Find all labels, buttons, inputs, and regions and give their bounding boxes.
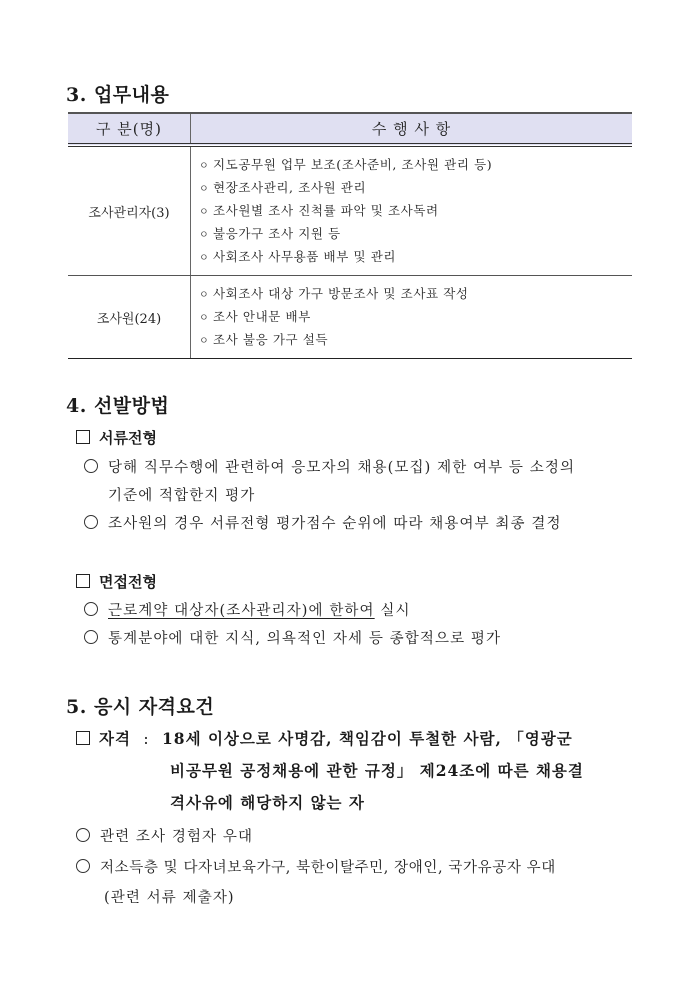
interview-item: 통계분야에 대한 지식, 의욕적인 자세 등 종합적으로 평가: [84, 627, 501, 648]
section-3-title: 3. 업무내용: [66, 84, 170, 106]
bullet-icon: ㅇ: [199, 161, 210, 172]
duty-item: ㅇ 조사원별 조사 진척률 파악 및 조사독려: [199, 199, 632, 222]
preference-item: 저소득층 및 다자녀보육가구, 북한이탈주민, 장애인, 국가유공자 우대: [76, 856, 556, 877]
bullet-icon: ㅇ: [199, 253, 210, 264]
square-bullet-icon: [76, 574, 90, 588]
table-row: [68, 276, 632, 359]
role-cell: 조사원(24): [68, 276, 191, 359]
interview-heading: 면접전형: [76, 571, 157, 592]
underlined-text: 근로계약 대상자(조사관리자)에 한하여: [108, 603, 375, 619]
duty-item: ㅇ 지도공무원 업무 보조(조사준비, 조사원 관리 등): [199, 153, 632, 176]
preference-item: 관련 조사 경험자 우대: [76, 825, 253, 846]
bullet-icon: ㅇ: [199, 290, 210, 301]
role-cell: 조사관리자(3): [68, 145, 191, 276]
section-5-title: 5. 응시 자격요건: [66, 696, 215, 718]
circle-bullet-icon: [76, 859, 90, 873]
duty-item: ㅇ 사회조사 대상 가구 방문조사 및 조사표 작성: [199, 282, 632, 305]
square-bullet-icon: [76, 731, 90, 745]
bullet-icon: ㅇ: [199, 336, 210, 347]
qualification-line-cont: 격사유에 해당하지 않는 자: [170, 793, 365, 812]
screening-item: 당해 직무수행에 관련하여 응모자의 채용(모집) 제한 여부 등 소정의: [84, 456, 575, 477]
duty-table: [68, 112, 632, 359]
table-row: [68, 145, 632, 276]
square-bullet-icon: [76, 430, 90, 444]
preference-item-cont: (관련 서류 제출자): [104, 890, 235, 906]
bullet-icon: ㅇ: [199, 184, 210, 195]
interview-item: 근로계약 대상자(조사관리자)에 한하여 실시: [84, 599, 411, 620]
screening-item-cont: 기준에 적합한지 평가: [108, 488, 256, 504]
duty-item: ㅇ 조사 불응 가구 설득: [199, 328, 632, 351]
document-screening-heading: 서류전형: [76, 427, 157, 448]
circle-bullet-icon: [76, 828, 90, 842]
duty-item: ㅇ 현장조사관리, 조사원 관리: [199, 176, 632, 199]
section-4-title: 4. 선발방법: [66, 395, 170, 417]
screening-item: 조사원의 경우 서류전형 평가점수 순위에 따라 채용여부 최종 결정: [84, 512, 562, 533]
duty-item: ㅇ 조사 안내문 배부: [199, 305, 632, 328]
bullet-icon: ㅇ: [199, 230, 210, 241]
circle-bullet-icon: [84, 459, 98, 473]
bullet-icon: ㅇ: [199, 207, 210, 218]
header-category: 구 분(명): [68, 113, 191, 145]
duty-item: ㅇ 사회조사 사무용품 배부 및 관리: [199, 245, 632, 268]
duties-cell: [191, 145, 633, 276]
table-header-row: [68, 113, 632, 145]
header-duties: 수 행 사 항: [191, 113, 633, 145]
circle-bullet-icon: [84, 515, 98, 529]
qualification-line-cont: 비공무원 공정채용에 관한 규정」 제24조에 따른 채용결: [170, 761, 584, 780]
qualification-line: 자격 : 18세 이상으로 사명감, 책임감이 투철한 사람, 「영광군: [76, 727, 573, 749]
duties-cell: [191, 276, 633, 359]
circle-bullet-icon: [84, 602, 98, 616]
bullet-icon: ㅇ: [199, 313, 210, 324]
duty-item: ㅇ 불응가구 조사 지원 등: [199, 222, 632, 245]
circle-bullet-icon: [84, 630, 98, 644]
